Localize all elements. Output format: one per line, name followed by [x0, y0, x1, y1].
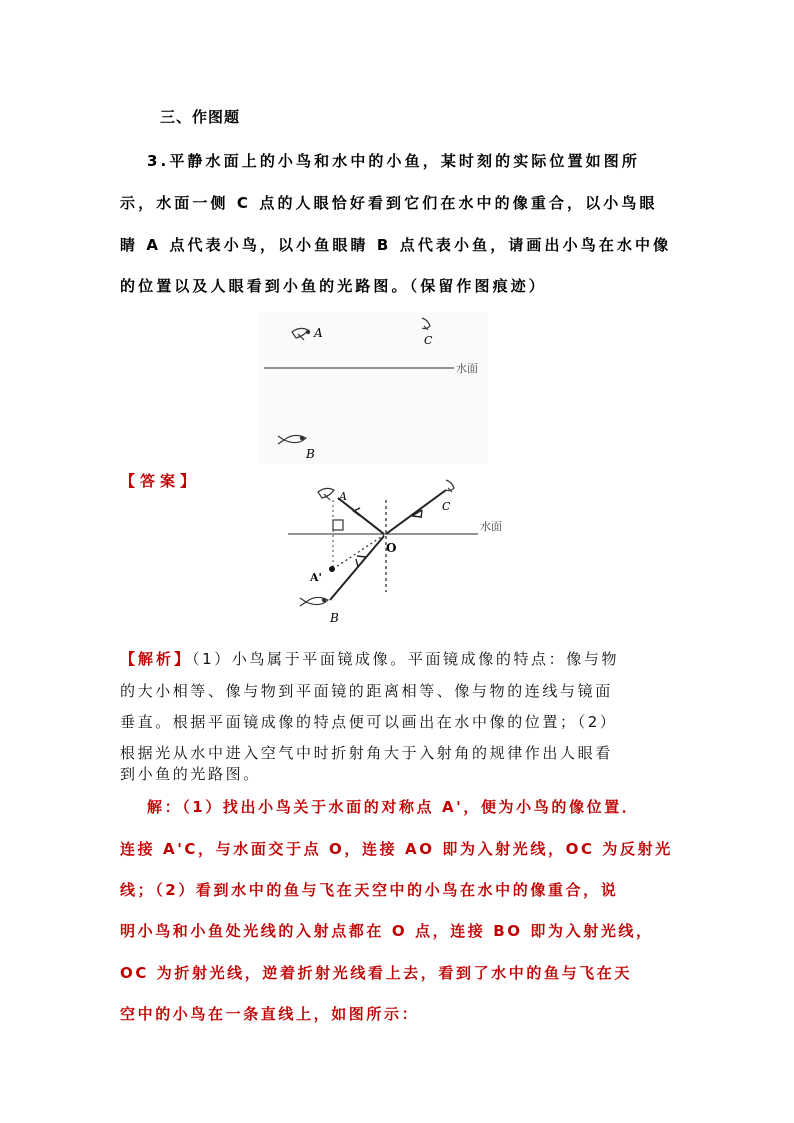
image-point-a-prime: [329, 566, 335, 572]
eye-icon: [446, 480, 454, 492]
label-a-prime: A': [310, 571, 322, 584]
section-title: 三、作图题: [160, 108, 241, 126]
label-a: A: [339, 490, 347, 503]
analysis-line-2: 的大小相等、像与物到平面镜的距离相等、像与物的连线与镜面: [120, 682, 613, 700]
solution-line-3: 线；（2）看到水中的鱼与飞在天空中的小鸟在水中的像重合，说: [120, 881, 619, 899]
analysis-first-line: （1）小鸟属于平面镜成像。平面镜成像的特点：像与物: [192, 650, 620, 668]
answer-figure: [288, 470, 510, 626]
incident-ray-bo: [330, 536, 384, 600]
question-line-3: 睛 A 点代表小鸟，以小鱼眼睛 B 点代表小鱼，请画出小鸟在水中像: [120, 236, 672, 254]
analysis-tag: 【解析】: [120, 650, 193, 668]
question-line-1: 3.平静水面上的小鸟和水中的小鱼，某时刻的实际位置如图所: [147, 152, 640, 170]
label-b: B: [306, 447, 315, 461]
water-label: 水面: [456, 362, 478, 375]
right-angle-mark: [333, 520, 343, 530]
bird-icon: [318, 488, 334, 500]
solution-line-6: 空中的小鸟在一条直线上，如图所示：: [120, 1005, 420, 1023]
label-o: O: [386, 541, 397, 555]
answer-tag: 【答案】: [120, 472, 201, 490]
incident-ray-ao: [338, 498, 384, 534]
refracted-ray-oc: [386, 490, 446, 534]
solution-line-5: OC 为折射光线，逆着折射光线看上去，看到了水中的鱼与飞在天: [120, 964, 632, 982]
label-b: B: [330, 611, 339, 625]
question-line-4: 的位置以及人眼看到小鱼的光路图。（保留作图痕迹）: [120, 277, 547, 295]
label-c: C: [424, 334, 433, 347]
analysis-line-1: [120, 648, 619, 669]
arrow-ao: [353, 506, 363, 516]
analysis-line-4: 根据光从水中进入空气中时折射角大于入射角的规律作出人眼看: [120, 744, 613, 762]
label-c: C: [442, 500, 451, 513]
analysis-line-3: 垂直。根据平面镜成像的特点便可以画出在水中像的位置；（2）: [120, 713, 618, 731]
water-label: 水面: [480, 520, 502, 533]
solution-line-4: 明小鸟和小鱼处光线的入射点都在 O 点，连接 BO 即为入射光线，: [120, 922, 654, 940]
analysis-line-5: 到小鱼的光路图。: [120, 765, 261, 783]
solution-line-2: 连接 A'C，与水面交于点 O，连接 AO 即为入射光线，OC 为反射光: [120, 840, 673, 858]
question-figure: [258, 312, 488, 464]
solution-line-1: 解：（1）找出小鸟关于水面的对称点 A'，便为小鸟的像位置．: [147, 798, 640, 816]
label-a: A: [314, 326, 323, 340]
question-line-2: 示，水面一侧 C 点的人眼恰好看到它们在水中的像重合，以小鸟眼: [120, 194, 658, 212]
fish-icon: [300, 597, 328, 606]
virtual-ray: [333, 535, 384, 569]
